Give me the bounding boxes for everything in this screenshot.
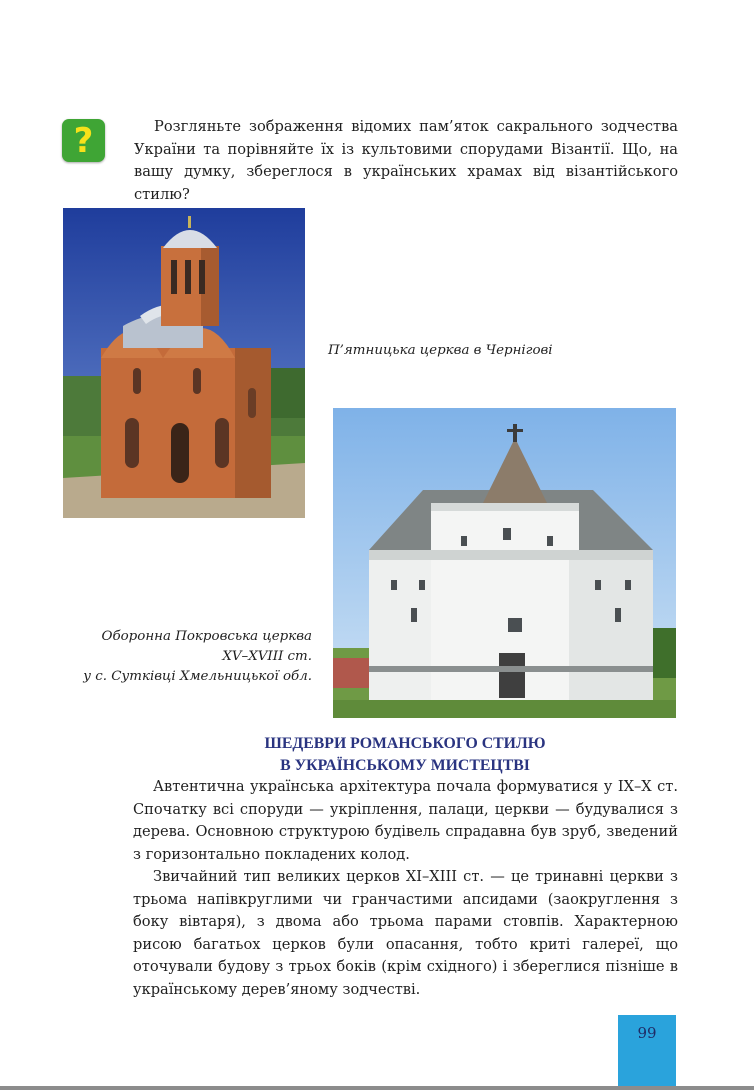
section-heading [133,733,677,777]
question-text: Розгляньте зображення відомих пам’яток сакрального зодчества України та порівняйте їх із культовими спорудами Візантії. Що, на вашу думку, збереглося в українських храмах від візантійського стилю? [134,118,678,203]
caption-pokrovska-church [60,627,312,687]
caption-line: Оборонна Покровська церква [101,629,312,644]
page-number: 99 [637,1024,657,1042]
body-text [133,776,678,1001]
paragraph: Звичайний тип великих церков XI–XIII ст. — це тринавні церкви з трьома напівкруглими чи гранчастими апсидами (заокруглення з боку вівтаря), з двома або трьома парами стовпів. Характерною рисою багатьох церков були опасання, тобто криті галереї, що оточували будову з трьох боків (крім східного) і збереглися пізніше в українському дерев’яному зодчестві. [133,868,678,998]
photo-pyatnytska-church [63,208,305,518]
caption-pyatnytska-church: П’ятницька церква в Чернігові [328,343,553,358]
section-heading-line: В УКРАЇНСЬКОМУ МИСТЕЦТВІ [280,757,530,774]
caption-line: XV–XVIII ст. [222,649,312,664]
section-heading-line: ШЕДЕВРИ РОМАНСЬКОГО СТИЛЮ [264,735,546,752]
question-mark-icon: ? [62,119,105,162]
photo-pokrovska-church [333,408,676,718]
bottom-rule [0,1086,754,1090]
caption-line: у с. Сутківці Хмельницької обл. [83,669,312,684]
paragraph: Автентична українська архітектура почала формуватися у IX–X ст. Спочатку всі споруди — укріплення, палаци, церкви — будувалися з дерева. Основною структурою будівель спрадавна був зруб, зведений з горизонтально покладених колод. [133,778,678,863]
